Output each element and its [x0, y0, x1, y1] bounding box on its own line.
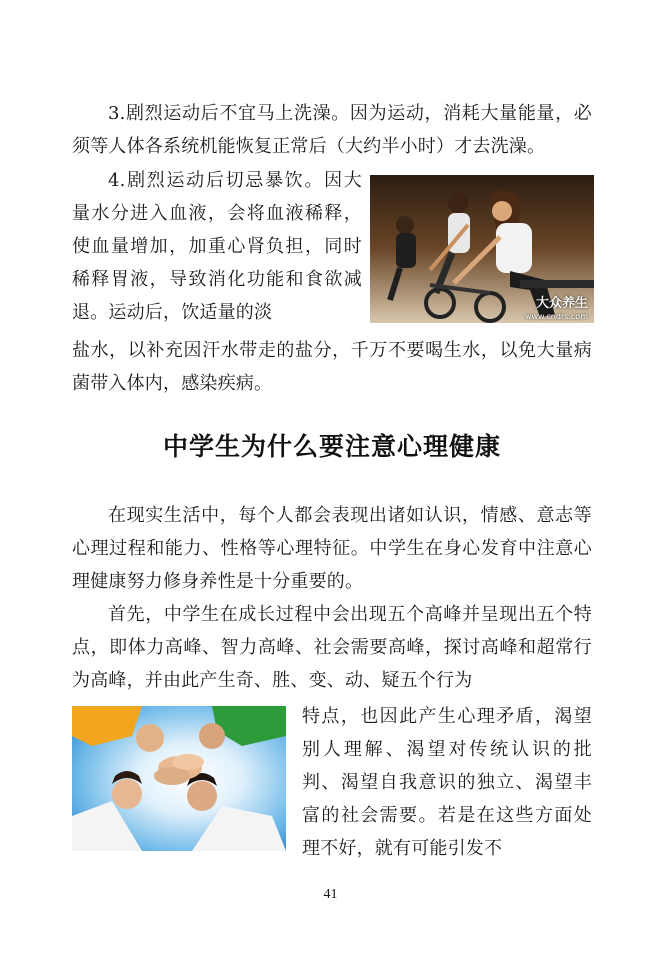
watermark-url: www.cndrs.com [524, 312, 588, 321]
paragraph-rule-4-continued: 盐水，以补充因汗水带走的盐分，千万不要喝生水，以免大量病菌带入体内，感染疾病。 [72, 340, 592, 394]
paragraph-five-peaks-wrapped: 特点，也因此产生心理矛盾，渴望别人理解、渴望对传统认识的批判、渴望自我意识的独立、渴望丰富的社会需要。若是在这些方面处理不好，就有可能引发不 [302, 706, 592, 859]
paragraph-intro: 在现实生活中，每个人都会表现出诸如认识，情感、意志等心理过程和能力、性格等心理特征。中学生在身心发育中注意心理健康努力修身养性是十分重要的。 [72, 505, 592, 592]
paragraph-rule-4-wrapped: 4.剧烈运动后切忌暴饮。因大量水分进入血液，会将血液稀释，使血量增加，加重心肾负担，同时稀释胃液，导致消化功能和食欲减退。运动后，饮适量的淡 [72, 170, 362, 323]
page-number: 41 [323, 887, 338, 902]
paragraph-five-peaks: 首先，中学生在成长过程中会出现五个高峰并呈现出五个特点，即体力高峰、智力高峰、社会需要高峰，探讨高峰和超常行为高峰，并由此产生奇、胜、变、动、疑五个行为 [72, 604, 592, 691]
hands-together-photo [72, 706, 286, 851]
watermark-stamp: 大众养生 [535, 296, 588, 311]
paragraph-rule-3: 3.剧烈运动后不宜马上洗澡。因为运动，消耗大量能量，必须等人体各系统机能恢复正常后（大约半小时）才去洗澡。 [72, 103, 592, 157]
spin-class-photo [370, 175, 594, 323]
section-heading: 中学生为什么要注意心理健康 [162, 432, 501, 461]
hands-together-illustration [72, 706, 286, 851]
